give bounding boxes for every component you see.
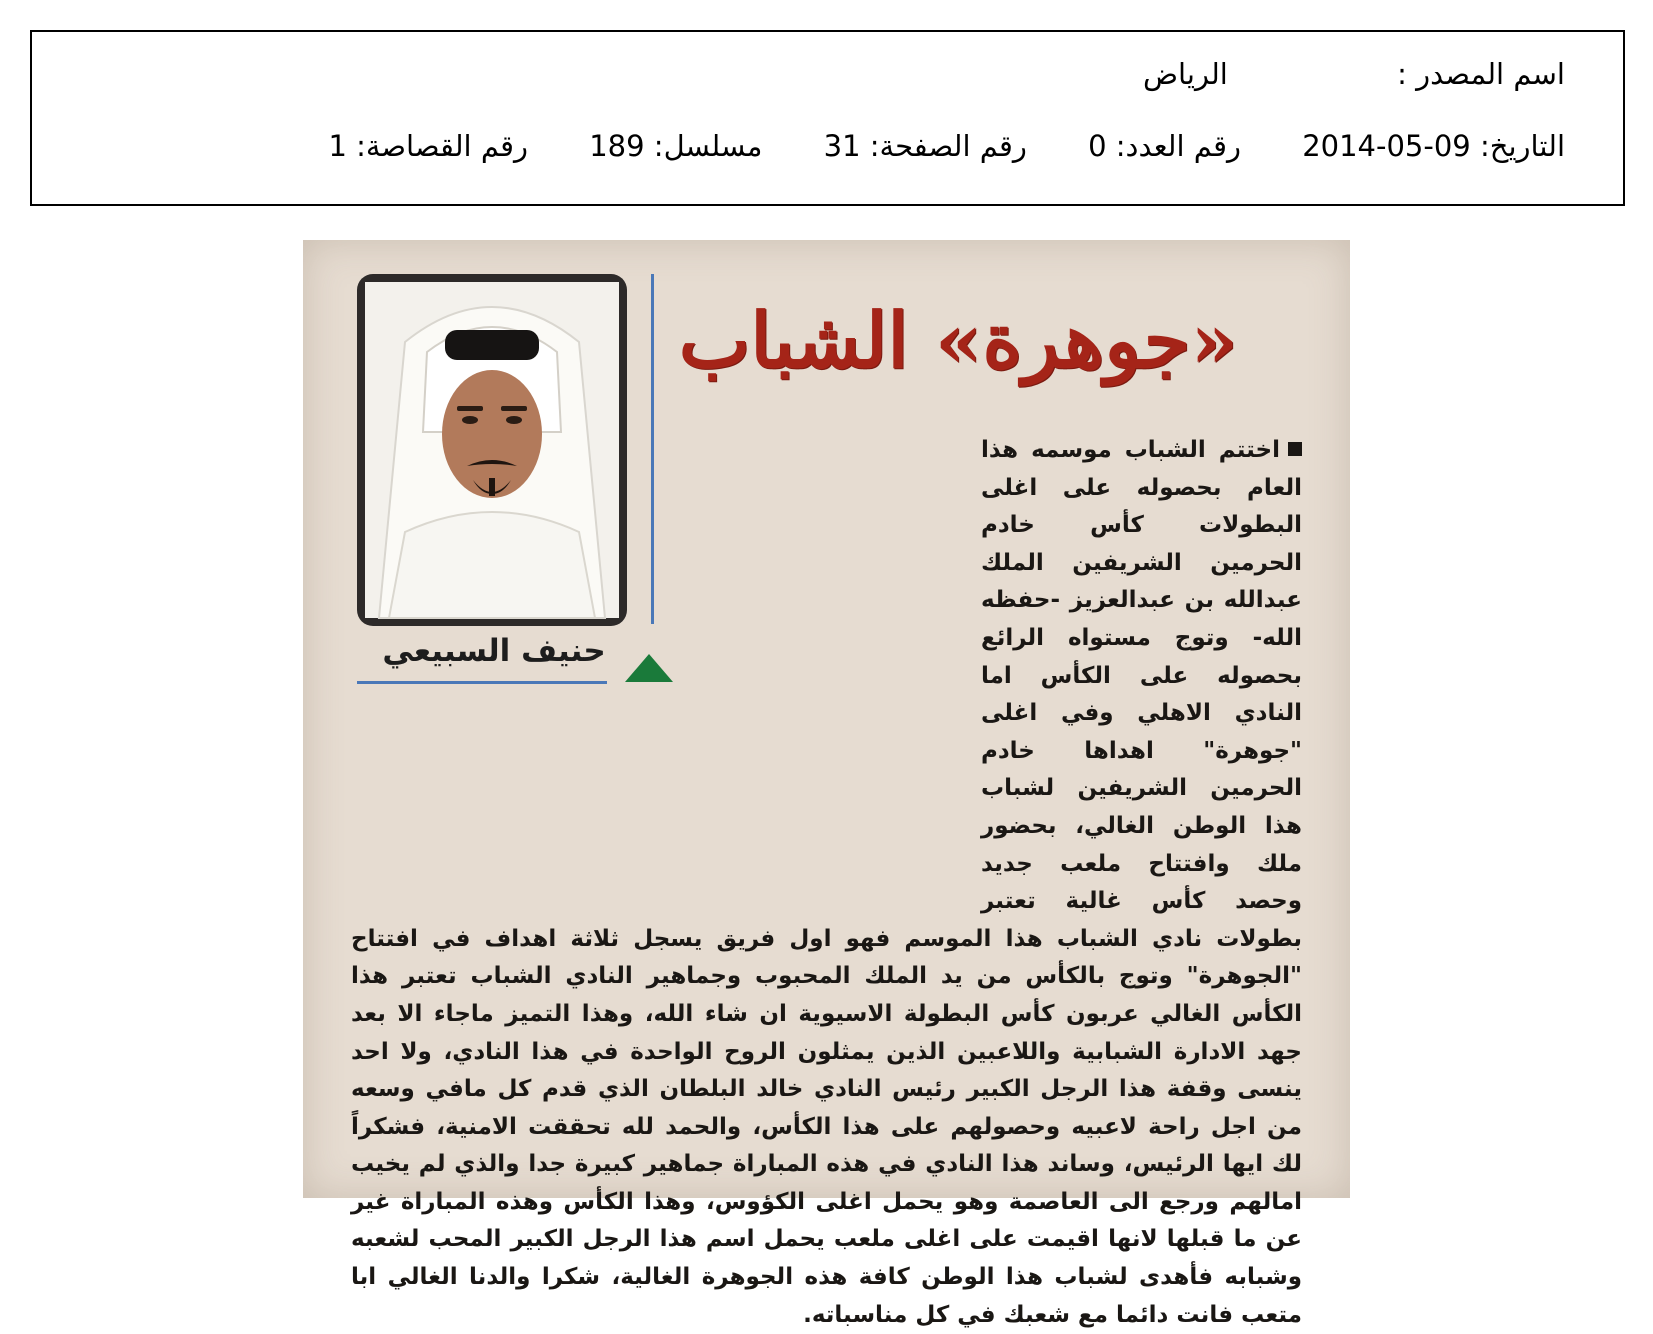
source-value: الرياض: [1143, 57, 1228, 91]
issue-field: [1088, 129, 1241, 163]
details-row: [328, 129, 1565, 163]
serial-field: [589, 129, 763, 163]
author-name: حنيف السبيعي: [382, 633, 606, 669]
square-bullet-icon: [1288, 442, 1302, 456]
date-value: 2014-05-09: [1302, 129, 1471, 163]
serial-label: مسلسل:: [653, 129, 763, 163]
date-field: [1302, 129, 1565, 163]
article-body: [351, 432, 1302, 1328]
page-label: رقم الصفحة:: [869, 129, 1027, 163]
clip-value: 1: [328, 129, 347, 163]
issue-label: رقم العدد:: [1115, 129, 1241, 163]
article-text: اختتم الشباب موسمه هذا العام بحصوله على اغلى البطولات كأس خادم الحرمين الشريفين الملك عبدالله بن عبدالعزيز -حفظه الله- وتوج مستواه الرائع بحصوله على الكأس اما النادي الاهلي وفي اغلى "جوهرة" اهداها خادم الحرمين الشريفين لشباب هذا الوطن الغالي، بحضور ملك وافتتاح ملعب جديد وحصد كأس غالية تعتبر بطولات نادي الشباب هذا الموسم فهو اول فريق يسجل ثلاثة اهداف في افتتاح "الجوهرة" وتوج بالكأس من يد الملك المحبوب وجماهير النادي الشباب تعتبر هذا الكأس الغالي عربون كأس البطولة الاسيوية ان شاء الله، وهذا التميز ماجاء الا بعد جهد الادارة الشبابية واللاعبين الذين يمثلون الروح الواحدة في هذا النادي، ولا احد ينسى وقفة هذا الرجل الكبير رئيس النادي خالد البلطان الذي قدم كل مافي وسعه من اجل راحة لاعبيه وحصولهم على هذا الكأس، والحمد لله تحققت الامنية، فشكراً لك ايها الرئيس، وساند هذا النادي في هذه المباراة جماهير كبيرة جدا والذي لم يخيب امالهم ورجع الى العاصمة وهو يحمل اغلى الكؤوس، وهذا الكأس وهذه المباراة غير عن ما قبلها لانها اقيمت على اغلى ملعب يحمل اسم هذا الرجل الكبير المحب لشعبه وشبابه فأهدى لشباب هذا الوطن كافة هذه الجوهرة الغالية، شكرا والدنا الغالي ابا متعب فانت دائما مع شعبك في كل مناسباته.: [351, 437, 1302, 1328]
headline: «جوهرة» الشباب: [678, 296, 1238, 385]
page-field: [823, 129, 1027, 163]
page-value: 31: [823, 129, 861, 163]
date-label: التاريخ:: [1479, 129, 1565, 163]
clip-label: رقم القصاصة:: [356, 129, 528, 163]
serial-value: 189: [589, 129, 645, 163]
clip-field: [328, 129, 528, 163]
metadata-box: [30, 30, 1625, 206]
source-label: اسم المصدر :: [1397, 57, 1565, 91]
newspaper-clipping: [303, 240, 1350, 1328]
photo-float-spacer: [351, 432, 981, 920]
source-row: [1143, 57, 1565, 91]
issue-value: 0: [1088, 129, 1107, 163]
